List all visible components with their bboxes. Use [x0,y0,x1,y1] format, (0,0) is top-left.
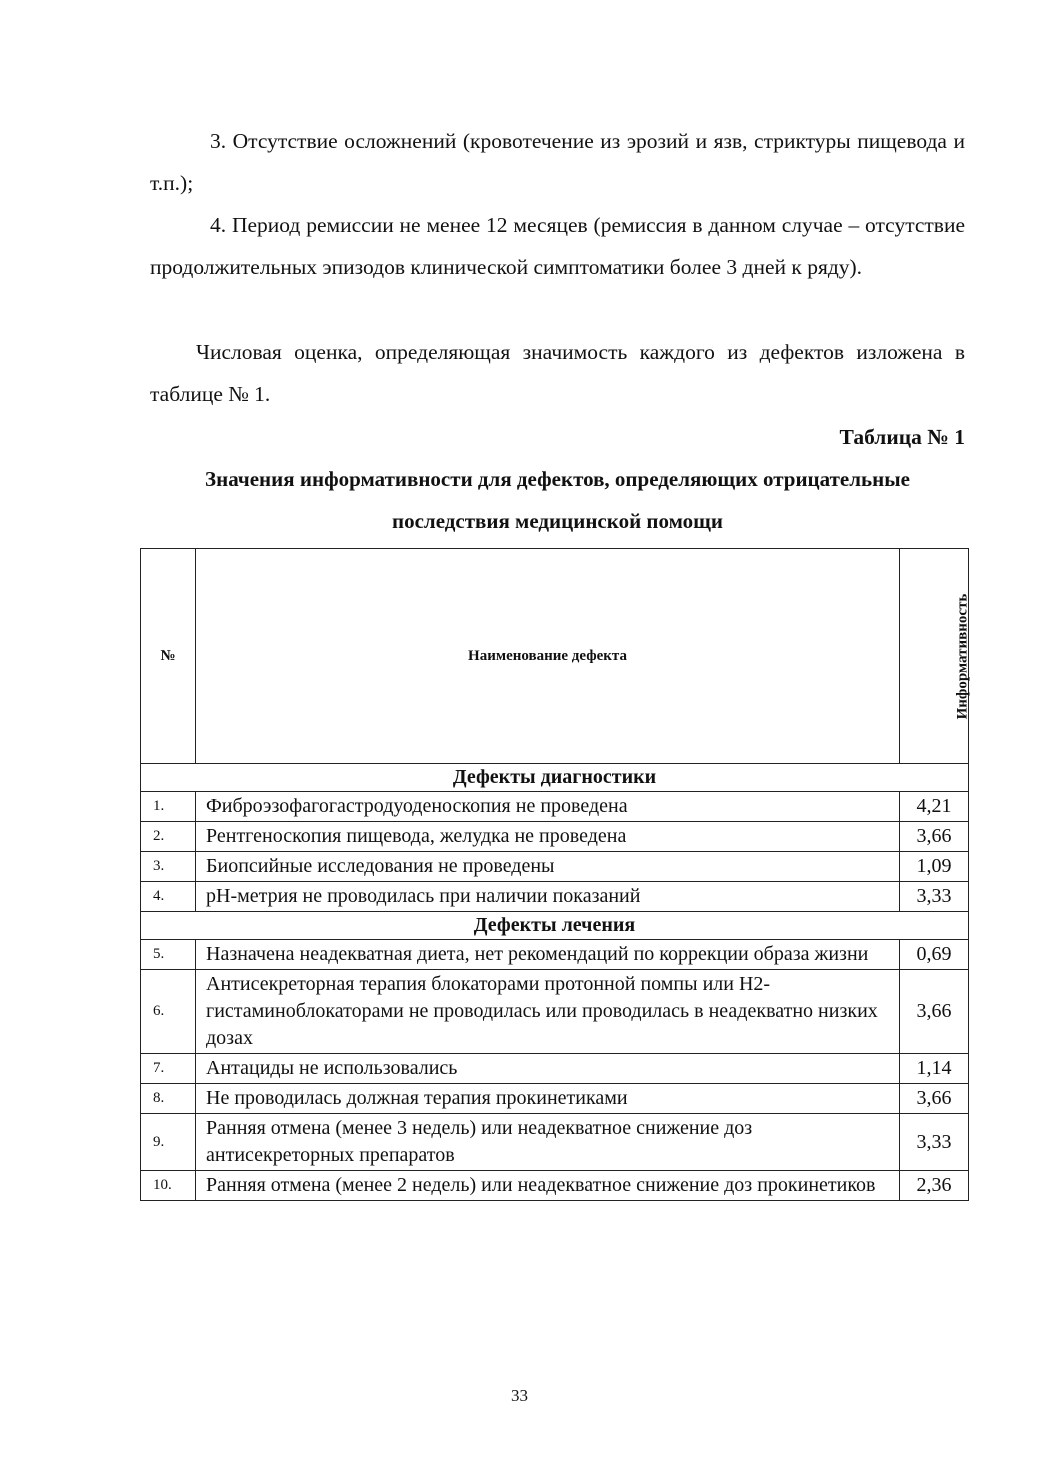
table-row [141,940,969,970]
row-number: 6. [141,970,196,1054]
table-row [141,970,969,1054]
table-row [141,822,969,852]
row-number: 5. [141,940,196,970]
header-informativeness [900,549,969,764]
row-number: 10. [141,1171,196,1201]
table-row [141,1171,969,1201]
section-title: Дефекты лечения [141,912,969,940]
defect-name: Биопсийные исследования не проведены [196,852,900,882]
row-number: 7. [141,1054,196,1084]
paragraph-complications: 3. Отсутствие осложнений (кровотечение из эрозий и язв, стриктуры пищевода и т.п.); [150,129,965,195]
defect-name: Назначена неадекватная диета, нет рекомендаций по коррекции образа жизни [196,940,900,970]
defect-name: Антисекреторная терапия блокаторами протонной помпы или Н2-гистаминоблокаторами не проводилась или проводилась в неадекватно низких дозах [196,970,900,1054]
section-row [141,912,969,940]
table-number: Таблица № 1 [839,425,965,449]
table-row [141,1114,969,1171]
table-row [141,792,969,822]
row-number: 8. [141,1084,196,1114]
paragraph-table-intro: Числовая оценка, определяющая значимость каждого из дефектов изложена в таблице № 1. [150,340,965,406]
defect-name: Ранняя отмена (менее 2 недель) или неадекватное снижение доз прокинетиков [196,1171,900,1201]
header-defect-name: Наименование дефекта [196,549,900,764]
informativeness-value: 4,21 [900,792,969,822]
informativeness-value: 0,69 [900,940,969,970]
defect-name: Фиброэзофагогастродуоденоскопия не проведена [196,792,900,822]
informativeness-value: 3,66 [900,1084,969,1114]
row-number: 4. [141,882,196,912]
section-row [141,764,969,792]
informativeness-value: 3,33 [900,882,969,912]
paragraph-remission: 4. Период ремиссии не менее 12 месяцев (ремиссия в данном случае – отсутствие продолжительных эпизодов клинической симптоматики более 3 дней к ряду). [150,213,965,279]
table-row [141,1084,969,1114]
informativeness-value: 1,14 [900,1054,969,1084]
informativeness-value: 1,09 [900,852,969,882]
row-number: 1. [141,792,196,822]
defect-name: Не проводилась должная терапия прокинетиками [196,1084,900,1114]
informativeness-value: 3,33 [900,1114,969,1171]
table-body [141,764,969,1201]
defect-name: Рентгеноскопия пищевода, желудка не проведена [196,822,900,852]
informativeness-value: 3,66 [900,822,969,852]
table-header-row [141,549,969,764]
row-number: 2. [141,822,196,852]
row-number: 9. [141,1114,196,1171]
defects-table [140,548,969,1201]
header-number: № [141,549,196,764]
defect-name: рН-метрия не проводилась при наличии показаний [196,882,900,912]
section-title: Дефекты диагностики [141,764,969,792]
row-number: 3. [141,852,196,882]
table-row [141,882,969,912]
defect-name: Антациды не использовались [196,1054,900,1084]
informativeness-value: 2,36 [900,1171,969,1201]
table-title: Значения информативности для дефектов, определяющих отрицательные последствия медицинской помощи [205,467,910,533]
table-row [141,852,969,882]
defect-name: Ранняя отмена (менее 3 недель) или неадекватное снижение доз антисекреторных препаратов [196,1114,900,1171]
table-row [141,1054,969,1084]
page-number: 33 [511,1386,528,1405]
informativeness-value: 3,66 [900,970,969,1054]
header-informativeness-label: Информативность [954,593,971,720]
